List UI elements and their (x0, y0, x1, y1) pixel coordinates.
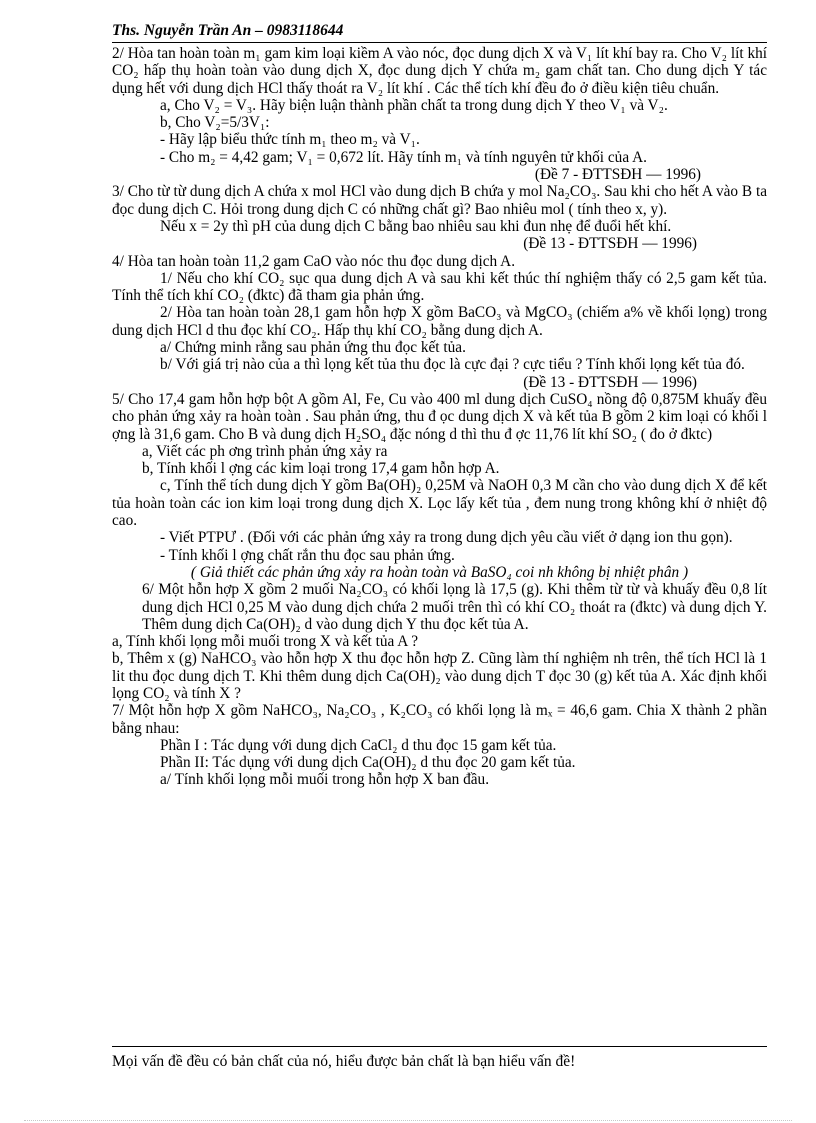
problem-4-intro: 4/ Hòa tan hoàn toàn 11,2 gam CaO vào nóc thu đọc dung dịch A. (112, 252, 516, 270)
problem-5-part-c-2: - Tính khối l ợng chất rắn thu đọc sau phản ứng. (160, 546, 455, 564)
problem-4-part-1: 1/ Nếu cho khí CO₂ sục qua dung dịch A và sau khi kết thúc thí nghiệm thấy có 2,5 gam kết tủa. Tính thể tích khí CO₂ (đktc) đã tham gia phản ứng. (112, 269, 767, 305)
problem-6-intro: 6/ Một hỗn hợp X gồm 2 muối Na₂CO₃ có khối lọng là 17,5 (g). Khi thêm từ từ và khuấy đều 0,8 lít dung dịch HCl 0,25 M vào dung dịch chứa 2 muối trên thì có khí CO₂ thoát ra (đktc) và dung dịch Y. Thêm dung dịch Ca(OH)₂ d vào dung dịch Y thu đọc kết tủa A. (142, 581, 767, 633)
problem-2-part-b: b, Cho V₂=5/3V₁: (160, 114, 270, 132)
problem-4-source: (Đề 13 - ĐTTSĐH — 1996) (523, 373, 697, 391)
document-page (112, 22, 767, 789)
problem-7-part-1: Phần I : Tác dụng với dung dịch CaCl₂ d thu đọc 15 gam kết tủa. (160, 736, 557, 754)
page-footer: Mọi vấn đề đều có bản chất của nó, hiểu được bản chất là bạn hiểu vấn đề! (112, 1046, 767, 1071)
problem-2-part-a: a, Cho V₂ = V₃. Hãy biện luận thành phần chất ta trong dung dịch Y theo V₁ và V₂. (160, 96, 668, 114)
problem-2-part-b-2: - Cho m₂ = 4,42 gam; V₁ = 0,672 lít. Hãy tính m₁ và tính nguyên tử khối của A. (160, 148, 647, 166)
problem-3-question: Nếu x = 2y thì pH của dung dịch C bằng bao nhiêu sau khi đun nhẹ để đuổi hết khí. (160, 217, 672, 235)
problem-3-intro: 3/ Cho từ từ dung dịch A chứa x mol HCl vào dung dịch B chứa y mol Na₂CO₃. Sau khi cho hết A vào B ta đọc dung dịch C. Hỏi trong dung dịch C có những chất gì? Bao nhiêu mol ( tính theo x, y). (112, 183, 767, 218)
problem-7-intro: 7/ Một hỗn hợp X gồm NaHCO₃, Na₂CO₃ , K₂CO₃ có khối lọng là mₓ = 46,6 gam. Chia X thành 2 phần bằng nhau: (112, 702, 767, 737)
problem-4-part-2a: a/ Chứng minh rằng sau phản ứng thu đọc kết tủa. (160, 339, 466, 357)
problem-5-part-b: b, Tính khối l ợng các kim loại trong 17,4 gam hỗn hợp A. (142, 460, 500, 478)
problem-5-note: ( Giả thiết các phản ứng xảy ra hoàn toàn và BaSO₄ coi nh không bị nhiệt phân ) (190, 563, 689, 581)
problem-7-part-a: a/ Tính khối lọng mỗi muối trong hỗn hợp X ban đầu. (160, 771, 490, 789)
problem-3-source: (Đề 13 - ĐTTSĐH — 1996) (523, 235, 697, 253)
problem-4-part-2: 2/ Hòa tan hoàn toàn 28,1 gam hỗn hợp X gồm BaCO₃ và MgCO₃ (chiếm a% về khối lọng) trong dung dịch HCl d thu đọc khí CO₂. Hấp thụ khí CO₂ bằng dung dịch A. (112, 304, 767, 339)
problem-2-source: (Đề 7 - ĐTTSĐH — 1996) (534, 166, 701, 184)
problem-6-part-b: b, Thêm x (g) NaHCO₃ vào hỗn hợp X thu đọc hỗn hợp Z. Cũng làm thí nghiệm nh trên, thể tích HCl là 1 lit thu đọc dung dịch T. Khi thêm dung dịch Ca(OH)₂ vào dung dịch T đọc 30 (g) kết tủa A. Xác định khối lọng CO₂ và tính X ? (112, 650, 767, 702)
page-bottom-divider (24, 1120, 792, 1121)
document-body (112, 45, 767, 789)
problem-5-part-c-1: - Viết PTPƯ . (Đối với các phản ứng xảy ra trong dung dịch yêu cầu viết ở dạng ion thu gọn). (160, 529, 733, 547)
problem-5-part-c: c, Tính thể tích dung dịch Y gồm Ba(OH)₂ 0,25M và NaOH 0,3 M cần cho vào dung dịch X để kết tủa hoàn toàn các ion kim loại trong dung dịch X. Lọc lấy kết tủa , đem nung trong không khí ở nhiệt độ cao. (112, 477, 767, 530)
problem-2-part-b-1: - Hãy lập biểu thức tính m₁ theo m₂ và V₁. (160, 131, 420, 149)
problem-5-intro: 5/ Cho 17,4 gam hỗn hợp bột A gồm Al, Fe, Cu vào 400 ml dung dịch CuSO₄ nồng độ 0,875M khuấy đều cho phản ứng xảy ra hoàn toàn . Sau phản ứng, thu đ ọc dung dịch X và kết tủa B gồm 2 kim loại có khối l ợng là 31,6 gam. Cho B và dung dịch H₂SO₄ đặc nóng d thì thu đ ợc 11,76 lít khí SO₂ ( đo ở đktc) (112, 390, 767, 443)
page-header: Ths. Nguyễn Trần An – 0983118644 (112, 22, 767, 43)
problem-4-part-2b: b/ Với giá trị nào của a thì lọng kết tủa thu đọc là cực đại ? cực tiểu ? Tính khối lọng kết tủa đó. (160, 356, 745, 374)
problem-6-part-a: a, Tính khối lọng mỗi muối trong X và kết tủa A ? (112, 633, 419, 651)
problem-7-part-2: Phần II: Tác dụng với dung dịch Ca(OH)₂ d thu đọc 20 gam kết tủa. (160, 754, 576, 772)
problem-2-intro: 2/ Hòa tan hoàn toàn m₁ gam kim loại kiềm A vào nóc, đọc dung dịch X và V₁ lít khí bay ra. Cho V₂ lít khí CO₂ hấp thụ hoàn toàn vào dung dịch X, đọc dung dịch Y chứa m₂ gam chất tan. Cho dung dịch Y tác dụng hết với dung dịch HCl thấy thoát ra V₂ lít khí . Các thể tích khí đều đo ở điều kiện tiêu chuẩn. (112, 45, 767, 97)
problem-5-part-a: a, Viết các ph ơng trình phản ứng xảy ra (142, 442, 388, 460)
